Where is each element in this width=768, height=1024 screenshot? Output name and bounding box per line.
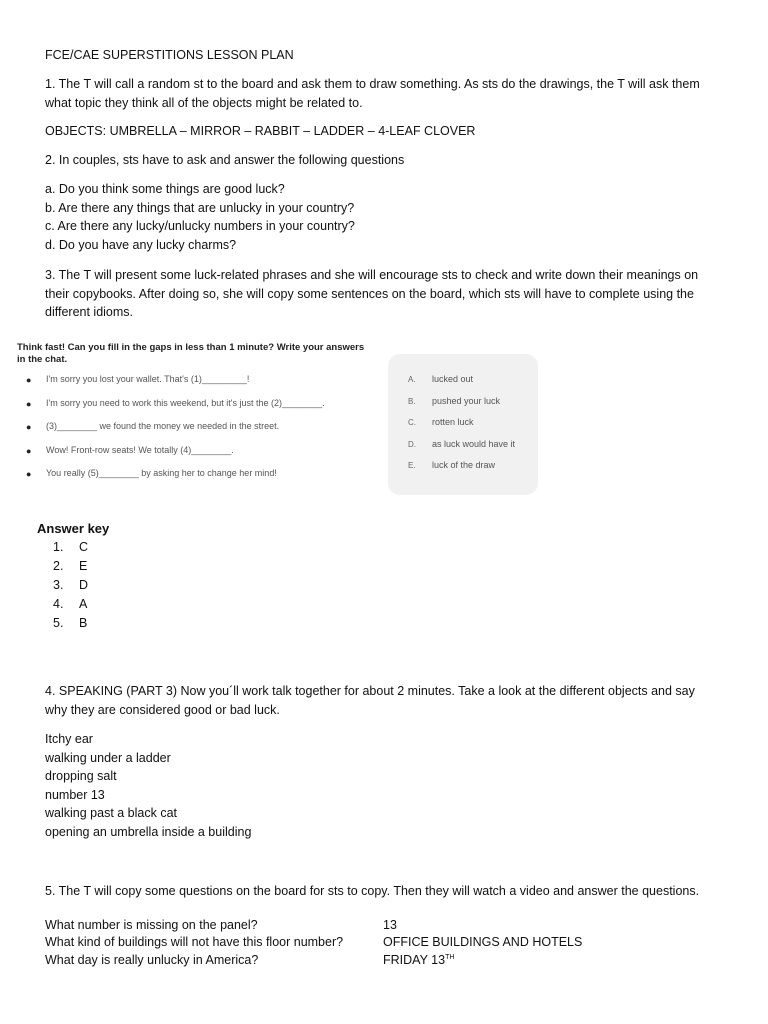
exercise-sentence	[16, 468, 376, 492]
superstition-list	[45, 730, 725, 841]
question-item: a. Do you think some things are good luck?	[45, 182, 285, 196]
step-3-paragraph	[45, 266, 725, 322]
video-question: What kind of buildings will not have this floor number?	[45, 935, 344, 949]
answer-number: 3.	[53, 578, 64, 592]
video-answer: OFFICE BUILDINGS AND HOTELS	[383, 935, 583, 949]
step-4-line: why they are considered good or bad luck.	[45, 702, 280, 717]
superstition-item: opening an umbrella inside a building	[45, 824, 252, 839]
option-text: lucked out	[432, 374, 474, 384]
step-4-line: 4. SPEAKING (PART 3) Now you´ll work talk together for about 2 minutes. Take a look at the different objects and say	[45, 684, 695, 698]
idiom-option	[408, 460, 515, 482]
document-title: FCE/CAE SUPERSTITIONS LESSON PLAN	[45, 48, 294, 62]
objects-line: OBJECTS: UMBRELLA – MIRROR – RABBIT – LADDER – 4-LEAF CLOVER	[45, 124, 476, 138]
question-item: c. Are there any lucky/unlucky numbers in your country?	[45, 219, 355, 233]
video-answer-superscript: TH	[445, 953, 455, 961]
exercise-sentences	[16, 374, 376, 492]
bullet-icon: ●	[26, 469, 32, 479]
superstition-item: number 13	[45, 787, 105, 802]
answer-value: A	[79, 597, 88, 611]
superstition-item: walking past a black cat	[45, 806, 178, 820]
bullet-icon: ●	[26, 398, 32, 409]
answer-key-item	[37, 557, 157, 576]
question-item: b. Are there any things that are unlucky in your country?	[45, 200, 355, 215]
idiom-option	[408, 374, 515, 396]
exercise-sentence	[16, 445, 376, 469]
bullet-icon: ●	[26, 375, 32, 385]
video-question: What day is really unlucky in America?	[45, 953, 259, 967]
answer-key-list	[37, 538, 157, 633]
step-1-paragraph	[45, 75, 725, 112]
answer-number: 4.	[53, 597, 64, 611]
question-item: d. Do you have any lucky charms?	[45, 237, 237, 252]
answer-value: C	[79, 540, 89, 554]
superstition-item: dropping salt	[45, 769, 117, 783]
sentence-text: Wow! Front-row seats! We totally (4)________.	[46, 444, 234, 455]
answer-number: 5.	[53, 616, 64, 630]
sentence-text: (3)________ we found the money we needed in the street.	[46, 421, 280, 431]
exercise-title-line: Think fast! Can you fill in the gaps in less than 1 minute? Write your answers	[17, 342, 365, 353]
answer-value: D	[79, 578, 89, 592]
video-answer: 13	[383, 918, 397, 932]
step-2-intro: 2. In couples, sts have to ask and answer the following questions	[45, 153, 405, 167]
superstition-item: Itchy ear	[45, 732, 93, 746]
option-letter: A.	[408, 375, 416, 384]
gap-fill-exercise	[16, 342, 556, 502]
exercise-sentence	[16, 374, 376, 398]
video-question: What number is missing on the panel?	[45, 918, 258, 932]
option-letter: D.	[408, 439, 416, 449]
option-letter: C.	[408, 418, 416, 428]
answer-key-title: Answer key	[37, 521, 110, 536]
option-text: pushed your luck	[432, 395, 501, 406]
answer-value: B	[79, 616, 88, 630]
idiom-options-box	[388, 354, 538, 495]
idiom-option	[408, 396, 515, 418]
video-answer	[383, 953, 454, 967]
step-1-line: what topic they think all of the objects might be related to.	[45, 95, 363, 110]
idiom-options	[408, 374, 515, 482]
option-text: luck of the draw	[432, 460, 496, 471]
step-1-line: 1. The T will call a random st to the board and ask them to draw something. As sts do the drawings, the T will ask them	[45, 77, 700, 91]
exercise-sentence	[16, 398, 376, 422]
answer-value: E	[79, 559, 88, 573]
exercise-title	[17, 342, 365, 366]
answer-key-item	[37, 576, 157, 595]
option-letter: B.	[408, 396, 416, 406]
idiom-option	[408, 417, 515, 439]
answer-number: 2.	[53, 559, 64, 573]
answer-key	[37, 520, 157, 633]
bullet-icon: ●	[26, 422, 32, 432]
step-4-paragraph	[45, 682, 725, 719]
video-answer-text: FRIDAY 13	[383, 953, 446, 967]
exercise-title-line: in the chat.	[17, 354, 68, 365]
idiom-option	[408, 439, 515, 461]
answer-number: 1.	[53, 540, 64, 554]
step-2-questions	[45, 180, 725, 254]
option-text: as luck would have it	[432, 438, 516, 449]
option-text: rotten luck	[432, 417, 474, 428]
superstition-item: walking under a ladder	[45, 750, 171, 765]
step-3-line: different idioms.	[45, 305, 134, 319]
answer-key-item	[37, 614, 157, 633]
answer-key-item	[37, 538, 157, 557]
answer-key-item	[37, 595, 157, 614]
sentence-text: You really (5)________ by asking her to change her mind!	[46, 468, 277, 478]
step-5-intro: 5. The T will copy some questions on the board for sts to copy. Then they will watch a video and answer the questions.	[45, 884, 700, 898]
step-3-line: 3. The T will present some luck-related phrases and she will encourage sts to check and write down their meanings on	[45, 268, 699, 282]
sentence-text: I'm sorry you lost your wallet. That's (1)_________!	[46, 374, 250, 384]
sentence-text: I'm sorry you need to work this weekend, but it's just the (2)________.	[46, 397, 325, 408]
step-3-line: their copybooks. After doing so, she will copy some sentences on the board, which sts will have to complete using the	[45, 286, 694, 301]
exercise-sentence	[16, 421, 376, 445]
bullet-icon: ●	[26, 445, 32, 456]
option-letter: E.	[408, 461, 416, 471]
